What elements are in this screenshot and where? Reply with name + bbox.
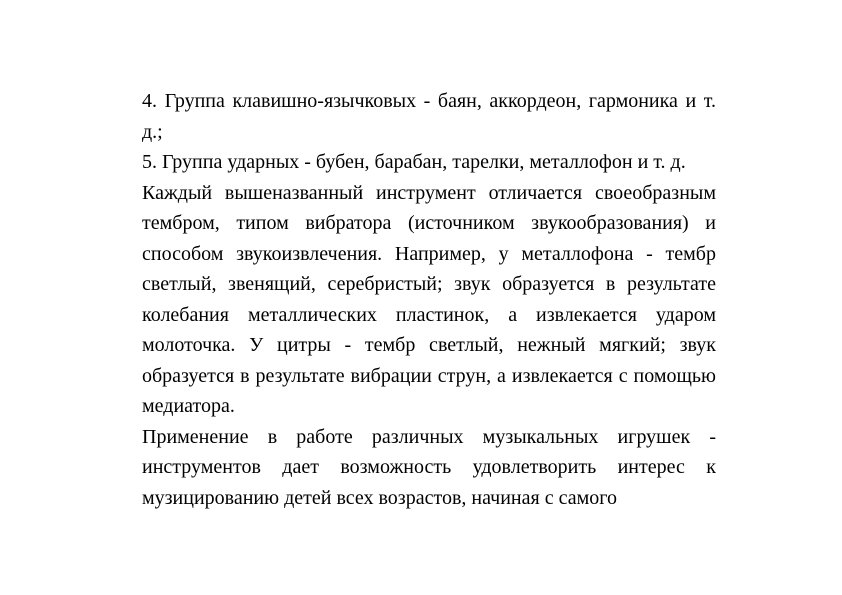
paragraph-application: Применение в работе различных музыкальных игрушек - инструментов дает возможность удовлетворить интерес к музицированию детей всех возрастов, начиная с самого	[142, 425, 716, 509]
document-body	[142, 86, 716, 513]
paragraph-group-5: 5. Группа ударных - бубен, барабан, тарелки, металлофон и т. д.	[142, 151, 686, 173]
paragraph-instrument-timbre: Каждый вышеназванный инструмент отличается своеобразным тембром, типом вибратора (источником звукообразования) и способом звукоизвлечения. Например, у металлофона - тембр светлый, звенящий, серебристый; звук образуется в результате колебания металлических пластинок, а извлекается ударом молоточка. У цитры - тембр светлый, нежный мягкий; звук образуется в результате вибрации струн, а извлекается с помощью медиатора.	[142, 181, 716, 417]
paragraph-group-4: 4. Группа клавишно-язычковых - баян, аккордеон, гармоника и т. д.;	[142, 90, 716, 143]
